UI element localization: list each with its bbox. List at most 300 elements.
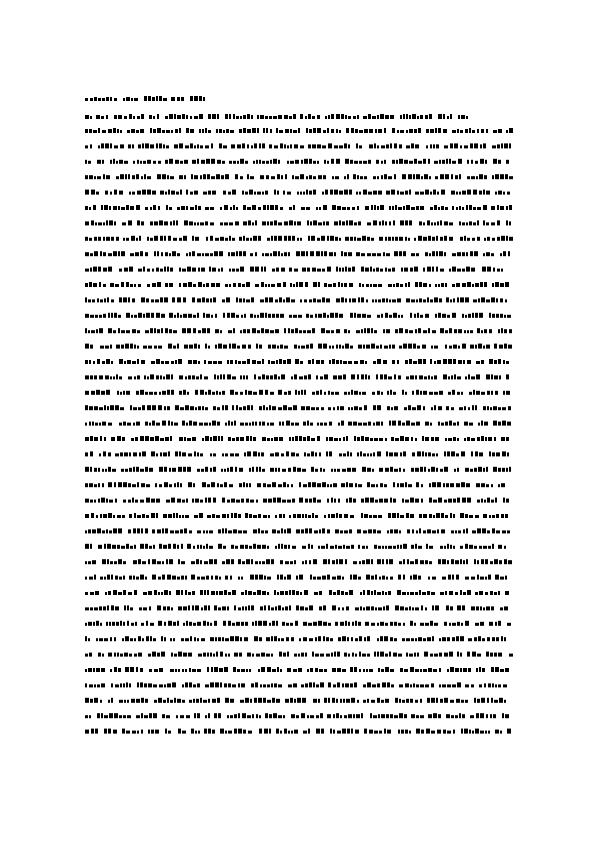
text-mark	[491, 253, 494, 256]
text-mark	[418, 128, 421, 133]
text-mark	[127, 605, 129, 610]
text-mark	[131, 236, 135, 241]
text-mark	[291, 484, 293, 487]
text-mark	[488, 546, 491, 549]
text-mark	[184, 175, 186, 179]
text-mark	[192, 160, 196, 164]
text-mark	[427, 698, 430, 703]
text-mark	[318, 344, 322, 349]
text-mark	[308, 114, 311, 119]
text-mark	[362, 654, 366, 657]
text-mark	[279, 652, 282, 657]
text-mark	[180, 483, 182, 487]
text-mark	[239, 468, 243, 472]
text-mark	[88, 668, 92, 672]
text-mark	[495, 192, 497, 195]
text-mark	[355, 607, 359, 610]
text-mark	[389, 421, 391, 426]
text-mark	[444, 500, 447, 503]
text-mark	[153, 116, 155, 119]
text-mark	[482, 668, 485, 672]
text-mark	[466, 559, 468, 564]
text-mark	[263, 698, 266, 703]
text-mark	[145, 699, 148, 703]
text-mark	[295, 390, 297, 395]
text-mark	[240, 545, 244, 549]
text-mark	[85, 221, 89, 225]
text-mark	[141, 713, 143, 718]
text-mark	[507, 422, 511, 426]
text-mark	[508, 345, 512, 349]
text-mark	[85, 669, 87, 672]
text-mark	[371, 559, 373, 564]
text-mark	[349, 298, 351, 302]
text-mark	[124, 361, 126, 364]
text-mark	[423, 669, 427, 672]
text-mark	[392, 206, 394, 210]
text-mark	[178, 359, 182, 364]
text-mark	[394, 452, 398, 456]
text-mark	[293, 315, 297, 318]
text-mark	[113, 206, 117, 210]
text-mark	[317, 423, 319, 426]
text-mark	[149, 115, 152, 119]
text-mark	[385, 268, 387, 272]
text-mark	[325, 116, 327, 119]
text-mark	[145, 392, 148, 395]
text-mark	[505, 282, 509, 287]
text-mark	[260, 313, 264, 318]
text-mark	[270, 453, 274, 456]
text-mark	[335, 545, 337, 549]
text-mark	[155, 436, 159, 441]
text-mark	[240, 637, 242, 641]
text-mark	[495, 282, 499, 287]
text-mark	[436, 513, 440, 518]
text-mark	[354, 161, 358, 164]
text-mark	[453, 345, 457, 349]
text-mark	[249, 669, 251, 672]
text-mark	[202, 406, 204, 410]
text-mark	[397, 360, 399, 364]
text-mark	[252, 360, 256, 364]
text-mark	[446, 605, 449, 610]
text-mark	[119, 160, 123, 164]
text-mark	[434, 346, 438, 349]
text-mark	[124, 605, 126, 610]
text-mark	[363, 669, 365, 672]
text-mark	[129, 267, 133, 272]
text-mark	[330, 313, 334, 318]
text-mark	[239, 298, 242, 302]
text-mark	[226, 559, 230, 564]
text-mark	[327, 575, 330, 580]
text-mark	[328, 143, 332, 148]
text-mark	[97, 528, 101, 533]
text-mark	[151, 451, 155, 456]
text-mark	[182, 515, 184, 518]
text-mark	[374, 438, 378, 441]
text-line	[85, 698, 506, 703]
text-mark	[271, 559, 274, 564]
text-mark	[344, 653, 347, 657]
text-mark	[119, 359, 123, 364]
text-mark	[85, 145, 88, 148]
text-mark	[217, 160, 221, 164]
text-mark	[466, 222, 468, 225]
text-mark	[497, 205, 499, 210]
text-mark	[155, 299, 159, 302]
text-mark	[469, 221, 472, 225]
text-mark	[90, 345, 93, 349]
text-mark	[394, 715, 398, 718]
text-mark	[209, 267, 211, 272]
text-mark	[444, 467, 448, 472]
text-mark	[472, 530, 476, 533]
text-mark	[94, 607, 98, 610]
text-mark	[162, 174, 166, 179]
text-mark	[417, 116, 419, 119]
text-mark	[350, 515, 354, 518]
text-mark	[457, 129, 459, 133]
text-mark	[428, 714, 432, 718]
text-mark	[90, 467, 92, 472]
text-mark	[96, 390, 100, 395]
text-mark	[444, 252, 446, 256]
text-mark	[203, 313, 205, 318]
text-mark	[342, 607, 344, 610]
text-mark	[242, 361, 246, 364]
text-mark	[134, 376, 136, 379]
text-mark	[462, 283, 466, 287]
text-mark	[218, 637, 221, 641]
text-mark	[265, 313, 267, 318]
text-mark	[423, 406, 425, 410]
text-mark	[310, 715, 314, 718]
text-mark	[292, 499, 295, 503]
text-mark	[138, 559, 141, 564]
text-mark	[309, 638, 313, 641]
text-mark	[435, 314, 437, 318]
text-mark	[203, 97, 205, 101]
text-mark	[94, 684, 96, 687]
text-mark	[419, 375, 423, 379]
text-mark	[489, 313, 491, 318]
text-mark	[173, 220, 175, 225]
text-mark	[486, 652, 489, 657]
text-mark	[194, 175, 198, 179]
text-mark	[180, 407, 184, 410]
text-mark	[219, 143, 222, 148]
text-mark	[174, 654, 177, 657]
text-mark	[175, 360, 177, 364]
text-mark	[350, 667, 353, 672]
text-mark	[291, 376, 293, 379]
text-mark	[138, 144, 141, 148]
text-mark	[171, 191, 175, 195]
text-mark	[151, 499, 155, 503]
text-mark	[200, 175, 202, 179]
text-mark	[198, 206, 201, 210]
text-mark	[96, 515, 98, 518]
text-mark	[302, 546, 306, 549]
text-mark	[145, 252, 148, 256]
text-mark	[233, 328, 235, 333]
text-mark	[475, 515, 479, 518]
text-mark	[181, 561, 185, 564]
text-mark	[248, 605, 250, 610]
text-mark	[475, 623, 479, 626]
text-mark	[376, 160, 379, 164]
text-mark	[240, 267, 244, 272]
text-mark	[120, 654, 123, 657]
text-mark	[353, 174, 356, 179]
text-mark	[146, 515, 149, 518]
text-mark	[412, 391, 414, 395]
text-mark	[140, 682, 143, 687]
text-mark	[118, 328, 120, 333]
text-mark	[451, 559, 454, 564]
text-mark	[227, 715, 229, 718]
text-mark	[501, 269, 503, 272]
text-mark	[466, 267, 470, 272]
text-mark	[449, 222, 453, 225]
text-mark	[474, 698, 476, 703]
text-mark	[389, 315, 392, 318]
text-mark	[128, 174, 130, 179]
text-mark	[226, 129, 229, 133]
text-mark	[161, 361, 164, 364]
text-mark	[398, 375, 401, 379]
text-mark	[278, 605, 281, 610]
text-mark	[387, 391, 389, 395]
text-mark	[253, 161, 255, 164]
text-mark	[326, 298, 330, 302]
text-mark	[247, 129, 251, 133]
text-mark	[214, 621, 217, 626]
text-mark	[309, 605, 313, 610]
text-mark	[472, 130, 475, 133]
text-mark	[328, 115, 330, 119]
text-mark	[128, 483, 131, 487]
text-mark	[303, 437, 306, 441]
text-mark	[102, 559, 106, 564]
text-mark	[165, 437, 169, 441]
text-mark	[270, 423, 274, 426]
text-mark	[422, 345, 426, 349]
text-mark	[216, 129, 218, 133]
text-mark	[475, 729, 479, 734]
text-mark	[102, 98, 105, 101]
text-mark	[371, 484, 375, 487]
text-mark	[199, 114, 203, 119]
text-mark	[148, 559, 150, 564]
text-mark	[98, 145, 100, 148]
text-line	[85, 159, 509, 164]
text-mark	[267, 700, 271, 703]
text-mark	[90, 500, 93, 503]
text-mark	[220, 682, 222, 687]
text-mark	[164, 221, 168, 225]
text-mark	[333, 483, 337, 487]
text-mark	[429, 498, 432, 503]
text-mark	[254, 374, 256, 379]
text-mark	[337, 668, 341, 672]
text-mark	[156, 375, 159, 379]
text-mark	[453, 546, 455, 549]
text-line	[85, 482, 505, 487]
text-mark	[239, 129, 242, 133]
text-mark	[447, 669, 449, 672]
text-mark	[197, 298, 201, 302]
text-mark	[310, 221, 312, 225]
text-mark	[359, 669, 361, 672]
text-mark	[292, 546, 296, 549]
text-mark	[430, 654, 433, 657]
text-mark	[331, 653, 333, 657]
text-mark	[103, 174, 105, 179]
text-mark	[210, 437, 212, 441]
text-mark	[465, 621, 469, 626]
text-mark	[331, 514, 335, 518]
text-mark	[432, 605, 434, 610]
text-mark	[506, 437, 509, 441]
text-mark	[345, 115, 347, 119]
text-mark	[500, 731, 502, 734]
text-mark	[299, 575, 303, 580]
text-mark	[205, 715, 207, 718]
text-mark	[489, 515, 491, 518]
text-mark	[159, 96, 162, 101]
text-mark	[386, 451, 388, 456]
text-mark	[171, 498, 175, 503]
text-mark	[85, 530, 87, 533]
text-mark	[329, 590, 332, 595]
text-line	[85, 128, 513, 133]
text-mark	[457, 652, 459, 657]
text-mark	[90, 607, 93, 610]
text-mark	[456, 636, 459, 641]
text-mark	[240, 700, 244, 703]
text-mark	[116, 345, 120, 349]
text-mark	[399, 699, 401, 703]
text-mark	[171, 422, 173, 426]
text-mark	[188, 482, 192, 487]
text-mark	[227, 500, 230, 503]
text-mark	[481, 297, 485, 302]
text-mark	[496, 637, 499, 641]
text-mark	[267, 577, 271, 580]
text-mark	[504, 606, 508, 610]
text-mark	[236, 251, 238, 256]
text-mark	[111, 698, 113, 703]
text-mark	[279, 130, 283, 133]
text-mark	[441, 190, 445, 195]
text-mark	[254, 315, 256, 318]
text-mark	[174, 315, 176, 318]
text-mark	[302, 268, 306, 272]
text-mark	[252, 654, 254, 657]
text-mark	[378, 299, 381, 302]
text-mark	[190, 96, 193, 101]
text-mark	[464, 145, 468, 148]
text-mark	[358, 345, 362, 349]
text-mark	[95, 222, 97, 225]
text-mark	[186, 715, 190, 718]
text-mark	[89, 282, 92, 287]
text-mark	[294, 345, 297, 349]
text-mark	[405, 360, 408, 364]
text-mark	[381, 175, 383, 179]
text-mark	[197, 253, 201, 256]
text-mark	[504, 143, 508, 148]
text-mark	[404, 407, 407, 410]
text-mark	[336, 513, 338, 518]
text-mark	[293, 130, 297, 133]
text-mark	[471, 376, 475, 379]
text-mark	[505, 174, 508, 179]
text-mark	[111, 683, 113, 687]
text-mark	[89, 653, 92, 657]
text-mark	[487, 391, 490, 395]
text-mark	[294, 269, 298, 272]
text-mark	[431, 222, 433, 225]
text-mark	[177, 499, 181, 503]
text-mark	[440, 469, 443, 472]
text-mark	[88, 330, 90, 333]
text-mark	[432, 330, 436, 333]
text-mark	[175, 530, 179, 533]
text-mark	[299, 330, 302, 333]
text-mark	[400, 606, 404, 610]
text-mark	[438, 284, 440, 287]
text-mark	[213, 297, 216, 302]
text-mark	[101, 116, 104, 119]
text-mark	[329, 451, 332, 456]
text-mark	[373, 715, 377, 718]
text-mark	[425, 607, 427, 610]
text-mark	[90, 98, 93, 101]
text-mark	[342, 469, 346, 472]
text-mark	[354, 682, 357, 687]
text-mark	[233, 283, 236, 287]
text-mark	[277, 667, 279, 672]
text-mark	[97, 298, 99, 302]
text-mark	[257, 115, 259, 119]
text-mark	[406, 298, 410, 302]
text-mark	[197, 144, 199, 148]
text-mark	[93, 283, 97, 287]
text-mark	[169, 329, 172, 333]
text-mark	[490, 653, 493, 657]
text-mark	[259, 143, 261, 148]
text-mark	[484, 422, 488, 426]
text-mark	[479, 684, 482, 687]
text-mark	[491, 297, 495, 302]
text-mark	[416, 482, 419, 487]
text-mark	[476, 391, 480, 395]
text-mark	[367, 222, 371, 225]
text-mark	[494, 437, 496, 441]
text-mark	[182, 700, 185, 703]
text-mark	[452, 253, 456, 256]
text-mark	[205, 407, 208, 410]
text-mark	[241, 577, 243, 580]
text-mark	[141, 297, 145, 302]
text-line	[85, 605, 508, 610]
text-mark	[302, 698, 306, 703]
text-mark	[287, 359, 291, 364]
